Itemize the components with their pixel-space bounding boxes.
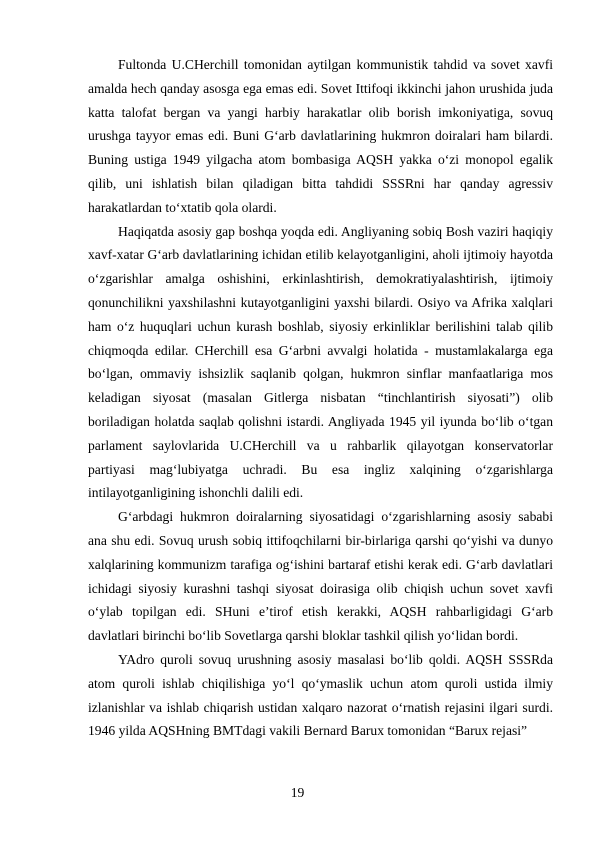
page-number: 19 <box>290 785 305 800</box>
paragraph-nuclear-weapons: YAdro quroli sovuq urushning asosiy masalasi bo‘lib qoldi. AQSH SSSRda atom quroli ishlab chiqilishiga yo‘l qo‘ymaslik uchun atom quroli ustida ilmiy izlanishlar va ishlab chiqarish ustidan xalqaro nazorat o‘rnatish rejasini ilgari surdi. 1946 yilda AQSHning BMTdagi vakili Bernard Barux tomonidan “Barux rejasi” <box>88 651 553 739</box>
paragraph-fulton-threat: Fultonda U.CHerchill tomonidan aytilgan kommunistik tahdid va sovet xavfi amalda hech qanday asosga ega emas edi. Sovet Ittifoqi ikkinchi jahon urushida juda katta talofat bergan va yangi harbiy harakatlar olib borish imkoniyatiga, sovuq urushga tayyor emas edi. Buni G‘arb davlatlarining hukmron doiralari ham bilardi. Buning ustiga 1949 yilgacha atom bombasiga AQSH yakka o‘zi monopol egalik qilib, uni ishlatish bilan qiladigan bitta tahdidi SSSRni har qanday agressiv harakatlardan to‘xtatib qola olardi. <box>88 57 553 215</box>
paragraph-policy-change: G‘arbdagi hukmron doiralarning siyosatidagi o‘zgarishlarning asosiy sababi ana shu edi. Sovuq urush sobiq ittifoqchilarni bir-birlariga qarshi qo‘yishi va dunyo xalqlarining kommunizm tarafiga og‘ishini bartaraf etishi kerak edi. G‘arb davlatlari ichidagi siyosiy kurashni tashqi siyosat doirasiga olib chiqish uchun sovet xavfi o‘ylab topilgan edi. SHuni e’tirof etish kerakki, AQSH rahbarligidagi G‘arb davlatlari birinchi bo‘lib Sovetlarga qarshi bloklar tashkil qilish yo‘lidan bordi. <box>88 509 553 644</box>
paragraph-real-issue: Haqiqatda asosiy gap boshqa yoqda edi. Angliyaning sobiq Bosh vaziri haqiqiy xavf-xatar G‘arb davlatlarining ichidan etilib kelayotganligini, aholi ijtimoiy hayotda o‘zgarishlar amalga oshishini, erkinlashtirish, demokratiyalashtirish, ijtimoiy qonunchilikni yaxshilashni kutayotganligini yaxshi bilardi. Osiyo va Afrika xalqlari ham o‘z huquqlari uchun kurash boshlab, siyosiy erkinliklar berilishini talab qilib chiqmoqda edilar. CHerchill esa G‘arbni avvalgi holatida - mustamlakalarga ega bo‘lgan, ommaviy ishsizlik saqlanib qolgan, hukmron sinflar manfaatlariga mos keladigan siyosat (masalan Gitlerga nisbatan “tinchlantirish siyosati”) olib boriladigan holatda saqlab qolishni istardi. Angliyada 1945 yil iyunda bo‘lib o‘tgan parlament saylovlarida U.CHerchill va u rahbarlik qilayotgan konservatorlar partiyasi mag‘lubiyatga uchradi. Bu esa ingliz xalqining o‘zgarishlarga intilayotganligining ishonchli dalili edi. <box>88 223 553 501</box>
document-body <box>88 53 553 743</box>
